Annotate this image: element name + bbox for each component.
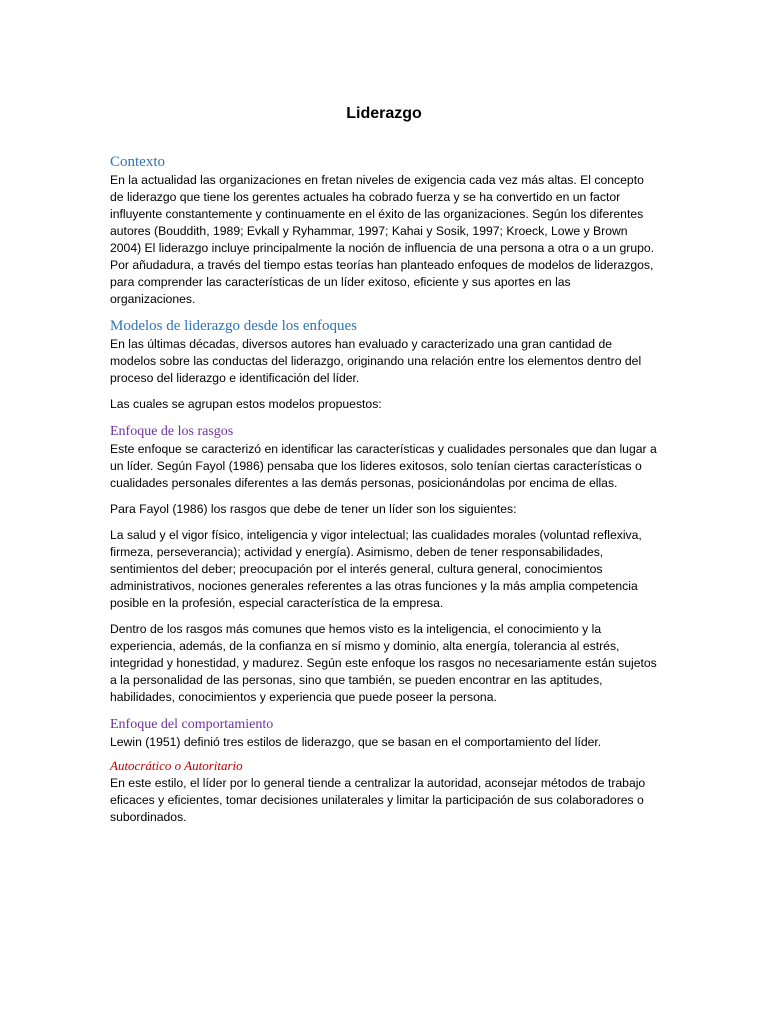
paragraph-contexto: En la actualidad las organizaciones en fretan niveles de exigencia cada vez más altas. El concepto de liderazgo que tiene los gerentes actuales ha cobrado fuerza y se ha convertido en un factor influyente constantemente y continuamente en el éxito de las organizaciones. Según los diferentes autores (Bouddith, 1989; Evkall y Ryhammar, 1997; Kahai y Sosik, 1997; Kroeck, Lowe y Brown 2004) El liderazgo incluye principalmente la noción de influencia de una persona a otra o a un grupo. Por añudadura, a través del tiempo estas teorías han planteado enfoques de modelos de liderazgos, para comprender las características de un líder exitoso, eficiente y sus aportes en las organizaciones.	[110, 173, 655, 306]
document-body	[110, 153, 658, 835]
section-comportamiento	[110, 715, 658, 751]
heading-autocratico: Autocrático o Autoritario	[110, 758, 243, 773]
heading-comportamiento: Enfoque del comportamiento	[110, 717, 274, 732]
section-rasgos	[110, 422, 658, 706]
section-contexto	[110, 153, 658, 308]
section-autocratico	[110, 757, 658, 826]
section-modelos	[110, 317, 658, 413]
paragraph-rasgos-1: Este enfoque se caracterizó en identificar las características y cualidades personales que dan lugar a un líder. Según Fayol (1986) pensaba que los lideres exitosos, solo tenían ciertas características o cualidades personales diferentes a las demás personas, posicionándolas por encima de ellas.	[110, 442, 657, 490]
heading-rasgos: Enfoque de los rasgos	[110, 424, 234, 439]
paragraph-rasgos-3: La salud y el vigor físico, inteligencia y vigor intelectual; las cualidades morales (voluntad reflexiva, firmeza, perseverancia); actividad y energía). Asimismo, deben de tener responsabilidades, sentimientos del deber; preocupación por el interés general, cultura general, conocimientos administrativos, nociones generales referentes a las otras funciones y la más amplia competencia posible en la profesión, especial característica de la empresa.	[110, 528, 642, 610]
paragraph-comportamiento: Lewin (1951) definió tres estilos de liderazgo, que se basan en el comportamiento del líder.	[110, 735, 602, 749]
paragraph-modelos-2: Las cuales se agrupan estos modelos propuestos:	[110, 397, 382, 411]
heading-modelos: Modelos de liderazgo desde los enfoques	[110, 318, 358, 334]
heading-contexto: Contexto	[110, 154, 165, 170]
paragraph-rasgos-2: Para Fayol (1986) los rasgos que debe de tener un líder son los siguientes:	[110, 502, 517, 516]
paragraph-modelos-1: En las últimas décadas, diversos autores han evaluado y caracterizado una gran cantidad de modelos sobre las conductas del liderazgo, originando una relación entre los elementos dentro del proceso del liderazgo e identificación del líder.	[110, 337, 642, 385]
document-title: Liderazgo	[346, 105, 422, 122]
paragraph-autocratico: En este estilo, el líder por lo general tiende a centralizar la autoridad, aconsejar métodos de trabajo eficaces y eficientes, tomar decisiones unilaterales y limitar la participación de sus colaboradores o subordinados.	[110, 776, 646, 824]
paragraph-rasgos-4: Dentro de los rasgos más comunes que hemos visto es la inteligencia, el conocimiento y la experiencia, además, de la confianza en sí mismo y dominio, alta energía, tolerancia al estrés, integridad y honestidad, y madurez. Según este enfoque los rasgos no necesariamente están sujetos a la personalidad de las personas, sino que también, se pueden encontrar en las aptitudes, habilidades, conocimientos y experiencia que puede poseer la persona.	[110, 622, 657, 704]
